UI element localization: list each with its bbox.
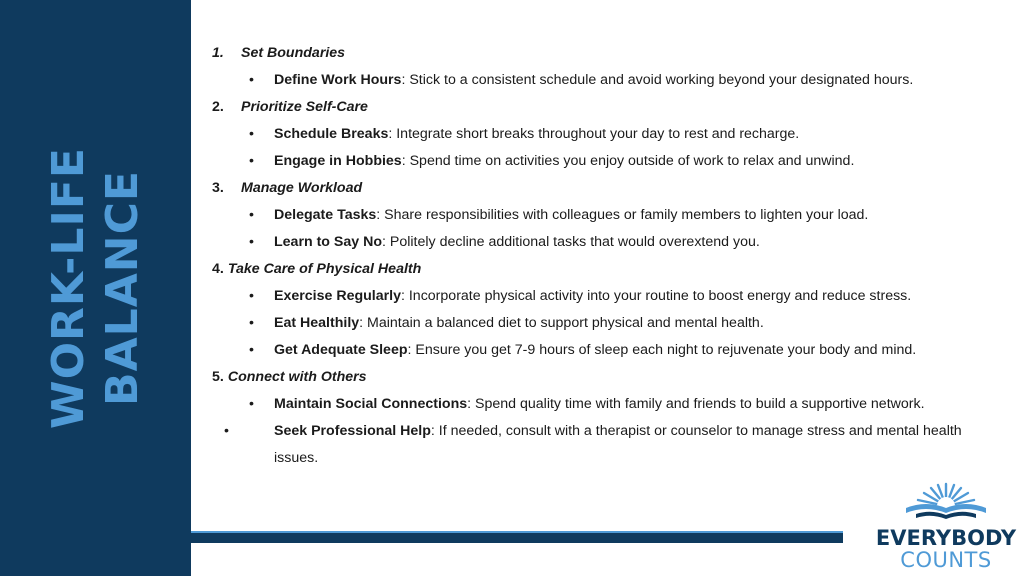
item-text: : Ensure you get 7-9 hours of sleep each night to rejuvenate your body and mind. bbox=[407, 342, 917, 358]
item-text: : Spend time on activities you enjoy outside of work to relax and unwind. bbox=[401, 153, 855, 169]
section-title: Prioritize Self-Care bbox=[241, 99, 368, 115]
item-text: : Incorporate physical activity into your routine to boost energy and reduce stress. bbox=[400, 288, 912, 304]
item-term: Schedule Breaks bbox=[274, 126, 389, 142]
sidebar-panel bbox=[0, 0, 191, 576]
item-term: Delegate Tasks bbox=[274, 207, 377, 223]
item-text: : Spend quality time with family and friends to build a supportive network. bbox=[467, 396, 925, 412]
section-title: Take Care of Physical Health bbox=[227, 261, 422, 277]
list-item bbox=[212, 67, 1002, 94]
section-heading-4 bbox=[212, 256, 1002, 283]
section-number: 1. bbox=[212, 45, 224, 61]
list-item bbox=[212, 202, 1002, 229]
bullet-icon: • bbox=[249, 288, 254, 304]
section-heading-1 bbox=[212, 40, 1002, 67]
section-heading-3 bbox=[212, 175, 1002, 202]
bullet-icon: • bbox=[249, 342, 254, 358]
section-title: Connect with Others bbox=[227, 369, 367, 385]
logo-text-everybody: EVERYBODY bbox=[875, 526, 1017, 550]
list-item bbox=[212, 148, 1002, 175]
section-heading-2 bbox=[212, 94, 1002, 121]
content-list bbox=[212, 40, 1002, 472]
bullet-icon: • bbox=[249, 234, 254, 250]
item-term: Define Work Hours bbox=[274, 72, 402, 88]
footer-bar bbox=[191, 533, 843, 543]
list-item bbox=[212, 121, 1002, 148]
bullet-icon: • bbox=[224, 423, 229, 439]
everybody-counts-logo bbox=[872, 482, 1020, 572]
logo-text-counts: COUNTS bbox=[900, 548, 992, 572]
sidebar-title bbox=[42, 147, 150, 429]
bullet-icon: • bbox=[249, 207, 254, 223]
item-term: Eat Healthily bbox=[274, 315, 360, 331]
list-item bbox=[212, 391, 1002, 418]
item-term: Get Adequate Sleep bbox=[274, 342, 408, 358]
section-title: Set Boundaries bbox=[241, 45, 346, 61]
section-number: 5. bbox=[212, 369, 224, 385]
item-term: Learn to Say No bbox=[274, 234, 383, 250]
item-term: Maintain Social Connections bbox=[274, 396, 468, 412]
list-item bbox=[212, 310, 1002, 337]
item-term: Seek Professional Help bbox=[274, 423, 431, 439]
bullet-icon: • bbox=[249, 72, 254, 88]
section-number: 2. bbox=[212, 99, 224, 115]
bullet-icon: • bbox=[249, 396, 254, 412]
section-title: Manage Workload bbox=[241, 180, 363, 196]
section-heading-5 bbox=[212, 364, 1002, 391]
list-item bbox=[212, 283, 1002, 310]
sidebar-title-line2: BALANCE bbox=[96, 170, 148, 406]
sidebar-title-line1: WORK-LIFE bbox=[42, 147, 94, 429]
sunburst-book-icon bbox=[900, 482, 992, 528]
bullet-icon: • bbox=[249, 315, 254, 331]
item-text: : Politely decline additional tasks that would overextend you. bbox=[382, 234, 760, 250]
item-text: : Integrate short breaks throughout your day to rest and recharge. bbox=[388, 126, 800, 142]
bullet-icon: • bbox=[249, 126, 254, 142]
item-text: : Stick to a consistent schedule and avoid working beyond your designated hours. bbox=[401, 72, 914, 88]
item-text: : Share responsibilities with colleagues or family members to lighten your load. bbox=[376, 207, 869, 223]
list-item bbox=[212, 229, 1002, 256]
list-item bbox=[212, 418, 974, 472]
item-term: Engage in Hobbies bbox=[274, 153, 402, 169]
section-number: 3. bbox=[212, 180, 224, 196]
item-text: : Maintain a balanced diet to support physical and mental health. bbox=[359, 315, 764, 331]
section-number: 4. bbox=[212, 261, 224, 277]
item-term: Exercise Regularly bbox=[274, 288, 401, 304]
list-item bbox=[212, 337, 1002, 364]
item-text: : If needed, consult with a therapist or counselor to manage stress and mental health issues. bbox=[274, 423, 962, 466]
bullet-icon: • bbox=[249, 153, 254, 169]
